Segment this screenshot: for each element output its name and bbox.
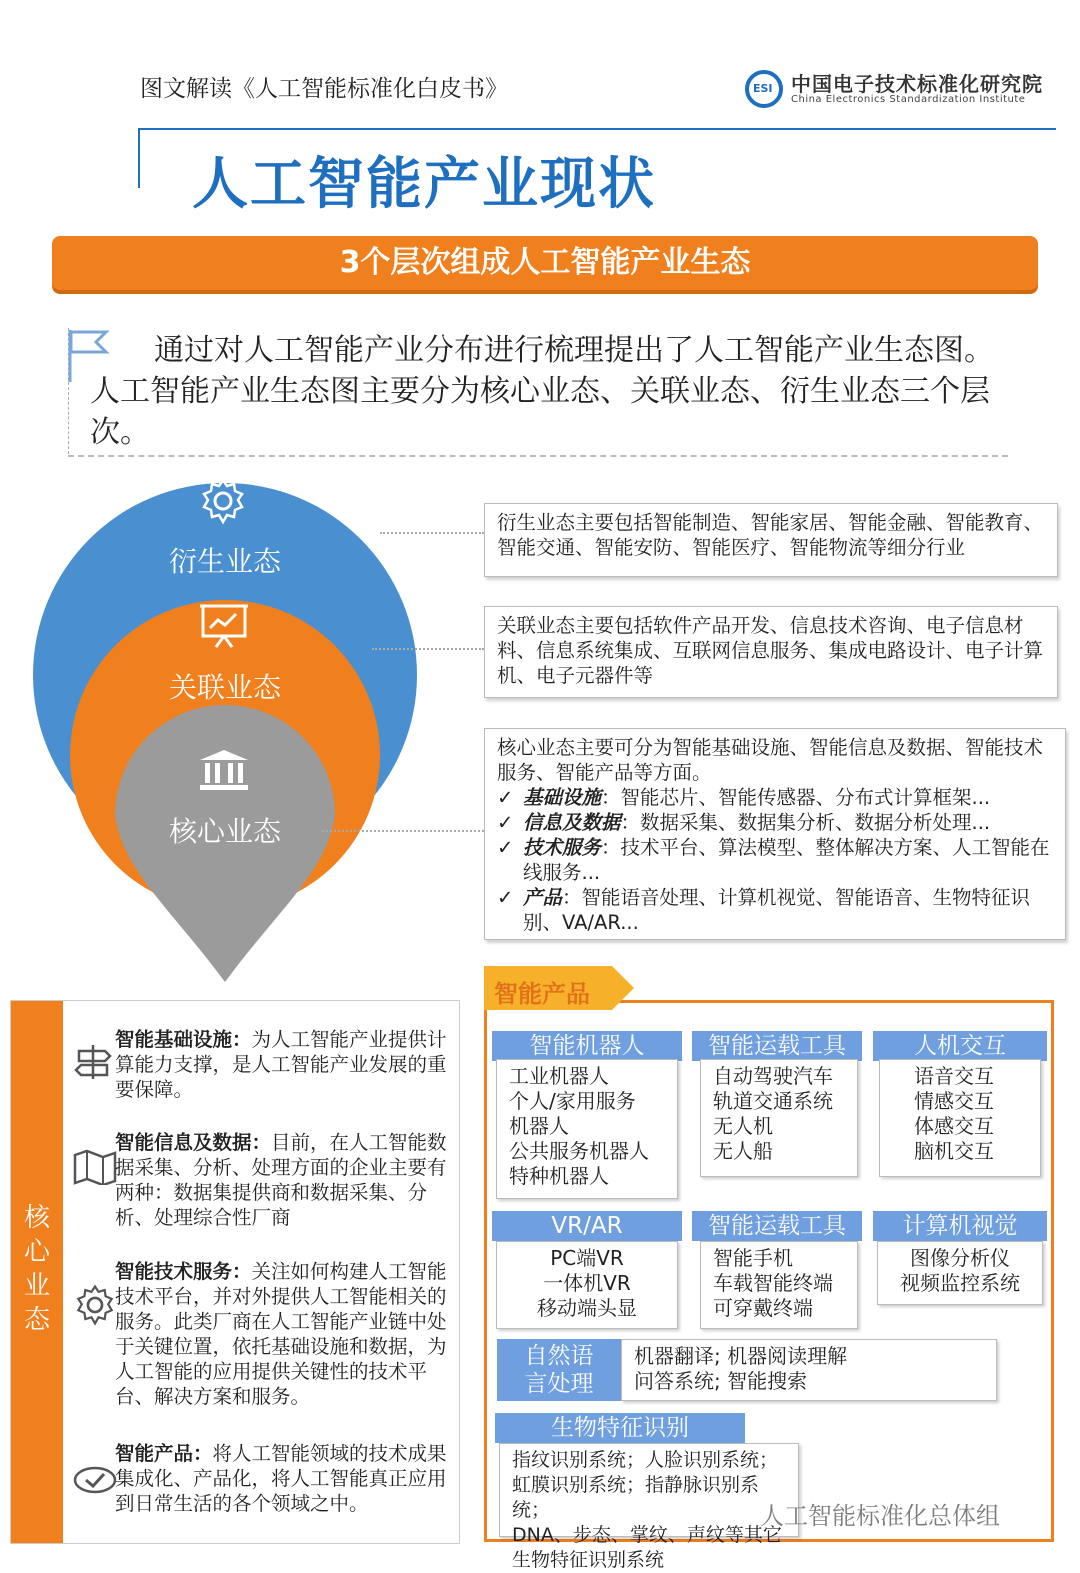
product-category-body: 智能手机 车载智能终端 可穿戴终端 (700, 1241, 858, 1329)
map-icon (73, 1149, 117, 1185)
check-icon: ✓ (497, 786, 514, 809)
core-item: ✓ 信息及数据：数据采集、数据集分析、数据分析处理... (497, 811, 991, 834)
product-category-body: 图像分析仪 视频监控系统 (877, 1241, 1043, 1305)
check-icon: ✓ (497, 811, 514, 834)
intro-divider (68, 455, 1008, 457)
core-item-text: 智能芯片、智能传感器、分布式计算框架... (620, 786, 991, 809)
smart-products-tag-label: 智能产品 (494, 980, 590, 1008)
product-category-body: 机器翻译; 机器阅读理解 问答系统; 智能搜索 (621, 1339, 997, 1401)
information-data-item-name: 智能信息及数据： (115, 1131, 272, 1154)
doc-title: 图文解读《人工智能标准化白皮书》 (140, 76, 508, 102)
core-item: ✓ 产品：智能语音处理、计算机视觉、智能语音、生物特征识别、VA/AR... (497, 886, 1031, 934)
derivative-description: 衍生业态主要包括智能制造、智能家居、智能金融、智能教育、智能交通、智能安防、智能医疗、智能物流等细分行业 (497, 511, 1044, 559)
product-category-body: 指纹识别系统；人脸识别系统； 虹膜识别系统；指静脉识别系统； DNA、步态、掌纹、声纹等其它生物特征识别系统 (499, 1443, 799, 1537)
core-item: ✓ 基础设施：智能芯片、智能传感器、分布式计算框架... (497, 786, 991, 809)
section-banner-text: 3个层次组成人工智能产业生态 (339, 245, 751, 280)
derivative-connector (380, 532, 484, 534)
product-category-title: 计算机视觉 (873, 1211, 1047, 1241)
related-description: 关联业态主要包括软件产品开发、信息技术咨询、电子信息材料、信息系统集成、互联网信息服务、集成电路设计、电子计算机、电子元器件等 (497, 614, 1044, 687)
core-strip-label: 核心业态 (24, 1203, 51, 1335)
information-data-item: 智能信息及数据：目前，在人工智能数据采集、分析、处理方面的企业主要有两种：数据集提供商和数据采集、分析、处理综合性厂商 (115, 1131, 447, 1229)
core-item-text: 智能语音处理、计算机视觉、智能语音、生物特征识别、VA/AR... (523, 886, 1031, 934)
intro-paragraph: 通过对人工智能产业分布进行梳理提出了人工智能产业生态图。人工智能产业生态图主要分为核心业态、关联业态、衍生业态三个层次。 (90, 333, 994, 450)
badge-check-icon (73, 1465, 117, 1495)
product-category (492, 1211, 682, 1331)
core-connector (322, 830, 484, 832)
presentation-chart-icon (198, 600, 250, 650)
tech-service-item-name: 智能技术服务： (115, 1260, 252, 1283)
core-item-text: 数据采集、数据集分析、数据分析处理... (640, 811, 991, 834)
title-tick (138, 128, 140, 188)
core-description-box (484, 728, 1066, 940)
product-category-body: PC端VR 一体机VR 移动端头显 (496, 1241, 678, 1329)
core-item-name: 信息及数据 (523, 811, 621, 834)
org-name-cn: 中国电子技术标准化研究院 (791, 72, 1043, 96)
layer-diagram (28, 470, 448, 990)
related-layer-label: 关联业态 (168, 671, 281, 704)
org-name-en: China Electronics Standardization Institute (791, 94, 1026, 105)
product-item-name: 智能产品： (115, 1442, 213, 1465)
core-item-text: 技术平台、算法模型、整体解决方案、人工智能在线服务... (523, 836, 1050, 884)
gear-icon (73, 1283, 117, 1327)
product-category (492, 1031, 682, 1201)
derivative-layer-label: 衍生业态 (168, 545, 281, 578)
core-item-name: 基础设施 (523, 786, 602, 809)
product-category-body: 工业机器人 个人/家用服务 机器人 公共服务机器人 特种机器人 (496, 1059, 678, 1199)
bank-building-icon (198, 748, 250, 792)
product-item: 智能产品：将人工智能领域的技术成果集成化、产品化，将人工智能真正应用到日常生活的各个领域之中。 (115, 1442, 447, 1515)
infrastructure-item: 智能基础设施：为人工智能产业提供计算能力支撑，是人工智能产业发展的重要保障。 (115, 1028, 447, 1101)
check-icon: ✓ (497, 886, 514, 909)
title-divider (138, 128, 1056, 130)
infrastructure-item-name: 智能基础设施： (115, 1028, 252, 1051)
product-category-title: VR/AR (492, 1211, 682, 1241)
core-description-intro: 核心业态主要可分为智能基础设施、智能信息及数据、智能技术服务、智能产品等方面。 (497, 736, 1044, 784)
product-category-body: 语音交互 情感交互 体感交互 脑机交互 (879, 1059, 1041, 1177)
esi-logo-icon: ESI (745, 70, 783, 108)
watermark: 人工智能标准化总体组 (760, 1502, 1000, 1530)
product-category (873, 1211, 1047, 1311)
signpost-icon (73, 1041, 113, 1081)
product-category-title: 人机交互 (873, 1031, 1047, 1061)
related-description-box (484, 606, 1058, 698)
product-category (873, 1031, 1047, 1181)
core-detail-panel (10, 1000, 460, 1544)
core-item-name: 产品 (523, 886, 563, 909)
core-strip (11, 1001, 63, 1543)
core-item: ✓ 技术服务：技术平台、算法模型、整体解决方案、人工智能在线服务... (497, 836, 1050, 884)
product-category-title: 生物特征识别 (495, 1413, 745, 1443)
product-category-title: 自然语言处理 (497, 1339, 621, 1401)
product-category-title: 智能机器人 (492, 1031, 682, 1061)
core-layer-label: 核心业态 (168, 815, 281, 848)
product-category (497, 1339, 997, 1405)
derivative-description-box (484, 503, 1058, 577)
related-connector (372, 648, 484, 650)
product-category-title: 智能运载工具 (692, 1031, 862, 1061)
page-title: 人工智能产业现状 (192, 152, 656, 217)
tech-service-item: 智能技术服务：关注如何构建人工智能技术平台，并对外提供人工智能相关的服务。此类厂商在人工智能产业链中处于关键位置，依托基础设施和数据，为人工智能的应用提供关键性的技术平台、解决方案和服务。 (115, 1260, 447, 1408)
product-category (692, 1031, 862, 1181)
product-category-body: 自动驾驶汽车 轨道交通系统 无人机 无人船 (700, 1059, 858, 1177)
check-icon: ✓ (497, 836, 514, 859)
smart-products-panel (484, 1000, 1054, 1571)
gear-icon (198, 476, 248, 526)
core-item-name: 技术服务 (523, 836, 602, 859)
product-category-title: 智能运载工具 (692, 1211, 862, 1241)
product-category (692, 1211, 862, 1331)
esi-logo (745, 68, 1045, 112)
section-banner (52, 236, 1038, 290)
